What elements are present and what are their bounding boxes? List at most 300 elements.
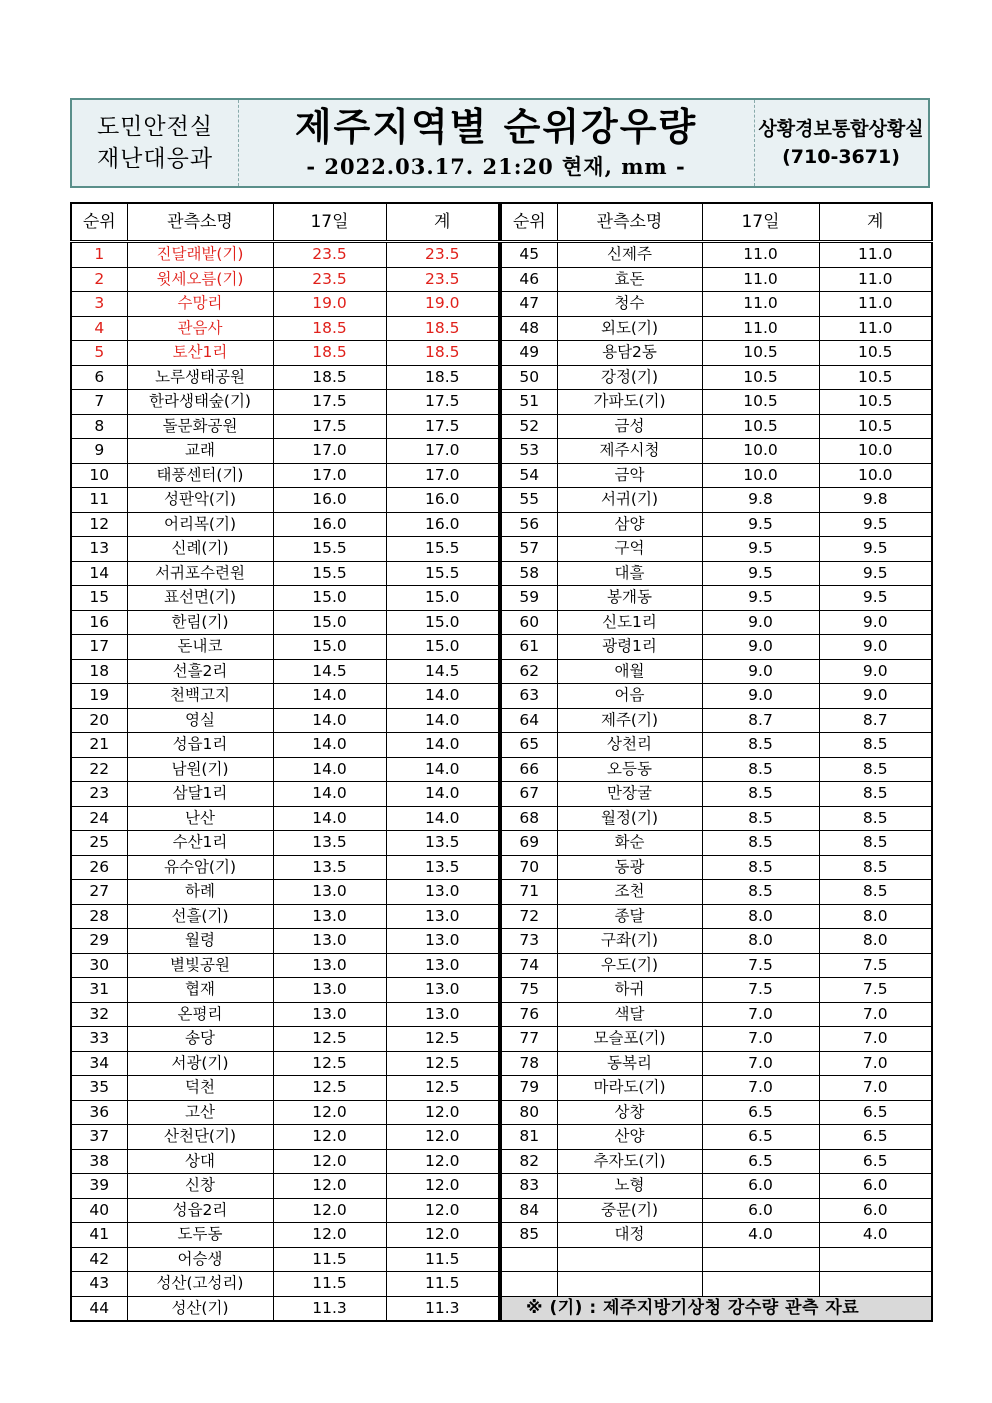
cell-day: 11.5 [273,1247,386,1272]
table-row [501,1149,932,1174]
cell-day: 11.0 [702,242,819,268]
table-row [71,733,499,758]
cell-rank: 18 [71,659,127,684]
cell-total: 9.5 [819,512,932,537]
cell-day: 8.5 [702,782,819,807]
empty-cell [557,1272,702,1297]
cell-total: 6.0 [819,1174,932,1199]
cell-total: 14.0 [386,782,499,807]
cell-rank: 56 [501,512,557,537]
table-row [71,831,499,856]
cell-station: 노형 [557,1174,702,1199]
cell-day: 6.0 [702,1174,819,1199]
cell-day: 11.0 [702,316,819,341]
cell-rank: 77 [501,1027,557,1052]
table-row [501,708,932,733]
cell-total: 7.0 [819,1002,932,1027]
cell-station: 별빛공원 [127,953,273,978]
cell-total: 11.5 [386,1247,499,1272]
cell-total: 13.0 [386,953,499,978]
cell-day: 4.0 [702,1223,819,1248]
empty-cell [501,1272,557,1297]
cell-station: 교래 [127,439,273,464]
cell-day: 8.5 [702,831,819,856]
cell-rank: 71 [501,880,557,905]
cell-total: 14.0 [386,708,499,733]
cell-station: 토산1리 [127,341,273,366]
cell-total: 6.5 [819,1100,932,1125]
table-row [71,1198,499,1223]
cell-station: 성판악(기) [127,488,273,513]
cell-station: 유수암(기) [127,855,273,880]
cell-rank: 42 [71,1247,127,1272]
cell-rank: 9 [71,439,127,464]
cell-total: 9.0 [819,635,932,660]
cell-day: 14.0 [273,733,386,758]
cell-station: 영실 [127,708,273,733]
cell-rank: 51 [501,390,557,415]
cell-total: 6.5 [819,1149,932,1174]
cell-station: 상대 [127,1149,273,1174]
cell-station: 월령 [127,929,273,954]
cell-rank: 63 [501,684,557,709]
cell-total: 15.0 [386,586,499,611]
table-row [71,267,499,292]
cell-day: 8.5 [702,880,819,905]
report-timestamp: - 2022.03.17. 21:20 현재, mm - [306,154,686,179]
table-row [71,586,499,611]
cell-station: 돈내코 [127,635,273,660]
cell-day: 14.0 [273,757,386,782]
cell-day: 9.0 [702,684,819,709]
cell-day: 8.5 [702,733,819,758]
table-row [71,880,499,905]
cell-day: 11.0 [702,267,819,292]
cell-total: 13.0 [386,978,499,1003]
table-row [501,929,932,954]
cell-rank: 48 [501,316,557,341]
footnote-row [501,1296,932,1321]
cell-station: 만장굴 [557,782,702,807]
empty-cell [702,1247,819,1272]
cell-total: 8.5 [819,880,932,905]
cell-station: 동복리 [557,1051,702,1076]
cell-day: 6.5 [702,1100,819,1125]
dept-line2: 재난대응과 [96,146,214,172]
cell-total: 13.0 [386,929,499,954]
cell-station: 색달 [557,1002,702,1027]
empty-cell [702,1272,819,1297]
table-row [71,488,499,513]
cell-total: 14.5 [386,659,499,684]
cell-rank: 45 [501,242,557,268]
cell-total: 18.5 [386,365,499,390]
table-row [501,904,932,929]
cell-station: 덕천 [127,1076,273,1101]
cell-station: 용담2동 [557,341,702,366]
cell-station: 관음사 [127,316,273,341]
cell-station: 중문(기) [557,1198,702,1223]
table-row [71,537,499,562]
table-row [71,1125,499,1150]
cell-rank: 39 [71,1174,127,1199]
cell-day: 13.5 [273,855,386,880]
cell-station: 어승생 [127,1247,273,1272]
cell-rank: 16 [71,610,127,635]
cell-total: 7.0 [819,1051,932,1076]
cell-rank: 6 [71,365,127,390]
cell-rank: 13 [71,537,127,562]
cell-station: 산양 [557,1125,702,1150]
cell-total: 9.0 [819,610,932,635]
cell-total: 7.5 [819,978,932,1003]
cell-day: 9.5 [702,586,819,611]
col-day: 17일 [273,203,386,242]
table-row [71,463,499,488]
cell-day: 19.0 [273,292,386,317]
cell-total: 18.5 [386,316,499,341]
cell-station: 가파도(기) [557,390,702,415]
cell-total: 14.0 [386,806,499,831]
empty-cell [819,1272,932,1297]
table-row [501,659,932,684]
cell-total: 13.0 [386,904,499,929]
cell-rank: 74 [501,953,557,978]
table-row [71,1272,499,1297]
cell-rank: 23 [71,782,127,807]
table-row [71,1174,499,1199]
cell-rank: 55 [501,488,557,513]
cell-rank: 84 [501,1198,557,1223]
table-row [501,1174,932,1199]
cell-station: 협재 [127,978,273,1003]
cell-day: 8.5 [702,855,819,880]
cell-station: 남원(기) [127,757,273,782]
cell-day: 18.5 [273,341,386,366]
cell-total: 17.0 [386,439,499,464]
cell-day: 12.5 [273,1027,386,1052]
table-row [71,1002,499,1027]
col-station: 관측소명 [557,203,702,242]
cell-station: 제주(기) [557,708,702,733]
cell-station: 금성 [557,414,702,439]
table-row [71,1247,499,1272]
cell-station: 서광(기) [127,1051,273,1076]
cell-rank: 2 [71,267,127,292]
cell-day: 17.0 [273,439,386,464]
cell-rank: 65 [501,733,557,758]
empty-cell [557,1247,702,1272]
cell-rank: 61 [501,635,557,660]
cell-total: 8.5 [819,831,932,856]
cell-rank: 49 [501,341,557,366]
col-total: 계 [386,203,499,242]
cell-day: 7.0 [702,1027,819,1052]
cell-rank: 17 [71,635,127,660]
cell-station: 선흘(기) [127,904,273,929]
cell-total: 8.5 [819,782,932,807]
table-row [501,953,932,978]
table-row [501,1027,932,1052]
cell-total: 17.0 [386,463,499,488]
cell-station: 삼양 [557,512,702,537]
cell-day: 16.0 [273,512,386,537]
cell-total: 8.5 [819,757,932,782]
cell-total: 15.5 [386,537,499,562]
table-row [501,1125,932,1150]
cell-day: 11.0 [702,292,819,317]
cell-day: 10.5 [702,365,819,390]
cell-day: 9.0 [702,659,819,684]
cell-total: 16.0 [386,512,499,537]
cell-station: 월정(기) [557,806,702,831]
cell-station: 신창 [127,1174,273,1199]
cell-day: 15.5 [273,537,386,562]
cell-rank: 30 [71,953,127,978]
footnote: ※ (기) : 제주지방기상청 강수량 관측 자료 [501,1296,932,1321]
cell-station: 수망리 [127,292,273,317]
cell-day: 9.5 [702,512,819,537]
cell-station: 한림(기) [127,610,273,635]
table-row [501,1223,932,1248]
cell-total: 12.0 [386,1149,499,1174]
cell-station: 진달래밭(기) [127,242,273,268]
cell-station: 태풍센터(기) [127,463,273,488]
table-row [71,782,499,807]
cell-rank: 52 [501,414,557,439]
cell-rank: 72 [501,904,557,929]
cell-day: 12.0 [273,1174,386,1199]
cell-total: 11.0 [819,267,932,292]
cell-rank: 40 [71,1198,127,1223]
cell-station: 온평리 [127,1002,273,1027]
table-row [501,635,932,660]
cell-day: 11.5 [273,1272,386,1297]
table-row [71,365,499,390]
cell-day: 15.0 [273,610,386,635]
cell-station: 신례(기) [127,537,273,562]
cell-station: 난산 [127,806,273,831]
table-header-row [501,203,932,242]
table-row [501,684,932,709]
cell-rank: 25 [71,831,127,856]
cell-total: 6.0 [819,1198,932,1223]
cell-day: 14.0 [273,806,386,831]
cell-day: 12.0 [273,1149,386,1174]
table-row [501,267,932,292]
cell-total: 8.5 [819,806,932,831]
cell-rank: 8 [71,414,127,439]
cell-total: 23.5 [386,242,499,268]
table-row [71,1027,499,1052]
table-row [501,880,932,905]
cell-total: 11.0 [819,316,932,341]
cell-day: 10.0 [702,463,819,488]
cell-rank: 44 [71,1296,127,1321]
cell-station: 삼달1리 [127,782,273,807]
table-row [501,831,932,856]
cell-station: 성산(기) [127,1296,273,1321]
cell-station: 봉개동 [557,586,702,611]
table-row [501,390,932,415]
cell-rank: 68 [501,806,557,831]
table-row [501,242,932,268]
cell-station: 동광 [557,855,702,880]
cell-total: 8.7 [819,708,932,733]
cell-day: 15.0 [273,586,386,611]
office-name: 상황경보통합상황실 [758,118,924,140]
cell-day: 18.5 [273,316,386,341]
cell-total: 4.0 [819,1223,932,1248]
cell-day: 7.0 [702,1051,819,1076]
cell-total: 10.0 [819,439,932,464]
cell-station: 구좌(기) [557,929,702,954]
cell-station: 오등동 [557,757,702,782]
cell-rank: 22 [71,757,127,782]
cell-station: 대정 [557,1223,702,1248]
table-row [501,733,932,758]
rainfall-table-left [70,202,500,1322]
cell-rank: 57 [501,537,557,562]
cell-station: 수산1리 [127,831,273,856]
cell-station: 서귀포수련원 [127,561,273,586]
cell-station: 효돈 [557,267,702,292]
cell-total: 10.5 [819,390,932,415]
cell-total: 17.5 [386,390,499,415]
table-row [501,782,932,807]
col-station: 관측소명 [127,203,273,242]
table-row [501,537,932,562]
empty-cell [501,1247,557,1272]
col-rank: 순위 [71,203,127,242]
cell-rank: 31 [71,978,127,1003]
cell-total: 18.5 [386,341,499,366]
table-row [71,904,499,929]
cell-day: 12.5 [273,1051,386,1076]
cell-total: 6.5 [819,1125,932,1150]
cell-day: 14.0 [273,782,386,807]
table-row [501,1198,932,1223]
cell-rank: 80 [501,1100,557,1125]
table-row [71,635,499,660]
cell-rank: 79 [501,1076,557,1101]
table-row [71,242,499,268]
cell-station: 어음 [557,684,702,709]
cell-rank: 50 [501,365,557,390]
cell-station: 종달 [557,904,702,929]
cell-station: 광령1리 [557,635,702,660]
cell-total: 14.0 [386,733,499,758]
cell-day: 13.5 [273,831,386,856]
table-row [71,659,499,684]
cell-day: 10.0 [702,439,819,464]
cell-total: 10.0 [819,463,932,488]
cell-day: 11.3 [273,1296,386,1321]
cell-day: 12.0 [273,1125,386,1150]
cell-station: 성산(고성리) [127,1272,273,1297]
cell-total: 7.5 [819,953,932,978]
cell-rank: 76 [501,1002,557,1027]
cell-total: 13.0 [386,880,499,905]
cell-station: 금악 [557,463,702,488]
cell-total: 8.0 [819,929,932,954]
cell-day: 10.5 [702,341,819,366]
cell-total: 9.5 [819,537,932,562]
cell-day: 7.5 [702,978,819,1003]
cell-day: 13.0 [273,904,386,929]
cell-station: 성읍1리 [127,733,273,758]
cell-total: 9.0 [819,659,932,684]
department-box [72,100,239,186]
cell-rank: 34 [71,1051,127,1076]
cell-total: 9.5 [819,561,932,586]
cell-day: 12.0 [273,1100,386,1125]
cell-day: 8.5 [702,757,819,782]
table-row [501,586,932,611]
report-header [70,98,930,188]
table-row [501,757,932,782]
table-row [71,414,499,439]
cell-total: 12.0 [386,1100,499,1125]
cell-total: 13.5 [386,831,499,856]
table-row [71,806,499,831]
cell-day: 12.0 [273,1198,386,1223]
cell-day: 9.8 [702,488,819,513]
cell-station: 도두동 [127,1223,273,1248]
cell-station: 하례 [127,880,273,905]
cell-total: 13.5 [386,855,499,880]
cell-rank: 41 [71,1223,127,1248]
cell-rank: 38 [71,1149,127,1174]
cell-station: 선흘2리 [127,659,273,684]
table-row [501,292,932,317]
cell-total: 13.0 [386,1002,499,1027]
empty-row [501,1272,932,1297]
cell-day: 18.5 [273,365,386,390]
cell-station: 산천단(기) [127,1125,273,1150]
dept-line1: 도민안전실 [96,114,214,140]
cell-station: 돌문화공원 [127,414,273,439]
cell-total: 12.0 [386,1198,499,1223]
table-row [501,855,932,880]
cell-total: 12.0 [386,1174,499,1199]
cell-rank: 20 [71,708,127,733]
cell-day: 23.5 [273,267,386,292]
cell-station: 천백고지 [127,684,273,709]
cell-total: 8.5 [819,855,932,880]
table-row [71,684,499,709]
table-row [501,1076,932,1101]
cell-total: 23.5 [386,267,499,292]
cell-rank: 36 [71,1100,127,1125]
cell-station: 화순 [557,831,702,856]
cell-day: 13.0 [273,929,386,954]
cell-total: 17.5 [386,414,499,439]
title-box [238,100,755,186]
cell-total: 12.0 [386,1223,499,1248]
cell-day: 14.0 [273,708,386,733]
cell-total: 15.0 [386,635,499,660]
cell-day: 6.5 [702,1149,819,1174]
page-title: 제주지역별 순위강우량 [294,105,698,149]
table-row [71,757,499,782]
cell-station: 모슬포(기) [557,1027,702,1052]
cell-rank: 26 [71,855,127,880]
col-day: 17일 [702,203,819,242]
cell-day: 13.0 [273,880,386,905]
table-row [71,978,499,1003]
cell-day: 10.5 [702,390,819,415]
